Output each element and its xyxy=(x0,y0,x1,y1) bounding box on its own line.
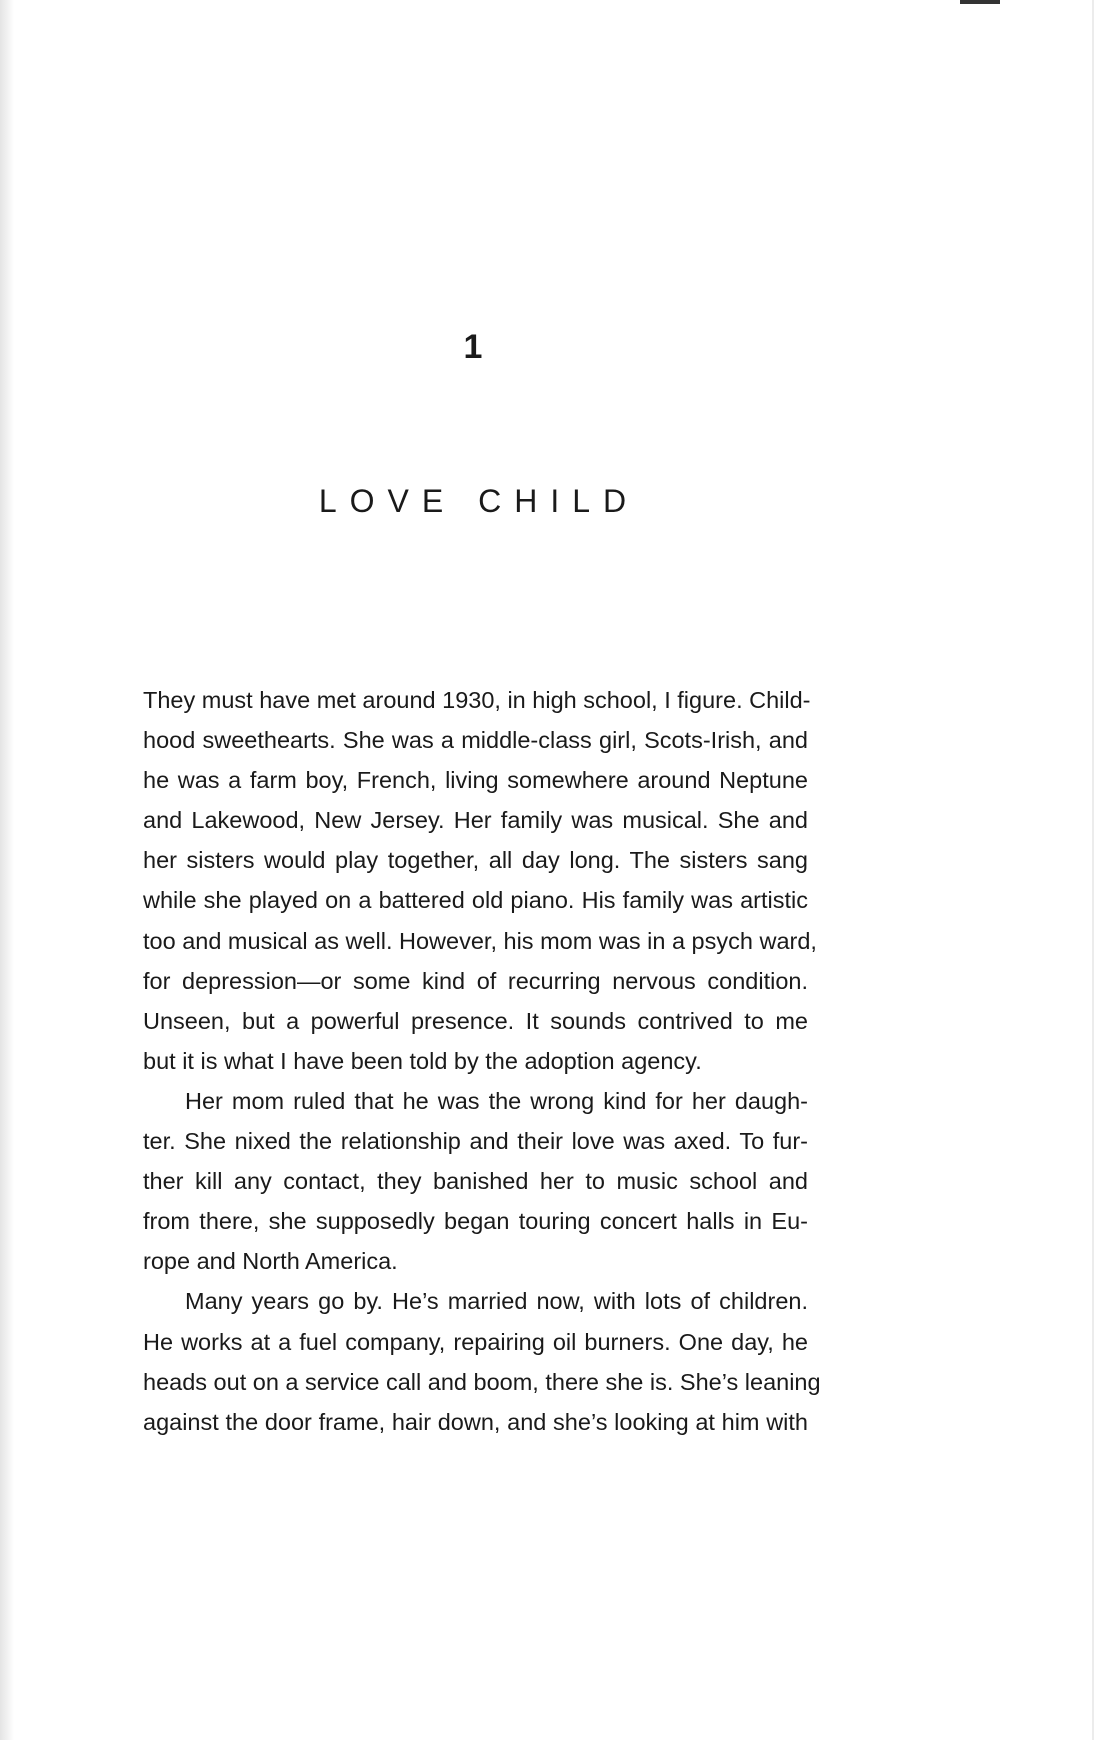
text-line: They must have met around 1930, in high school, I figure. Child- xyxy=(143,687,811,713)
chapter-number: 1 xyxy=(463,328,483,366)
text-line: from there, she supposedly began touring concert halls in Eu- xyxy=(143,1208,808,1235)
body-text xyxy=(143,680,821,1442)
text-line: heads out on a service call and boom, there she is. She’s leaning xyxy=(143,1368,821,1395)
text-line: and Lakewood, New Jersey. Her family was musical. She and xyxy=(143,807,808,834)
text-line: but it is what I have been told by the adoption agency. xyxy=(143,1047,702,1074)
text-line: hood sweethearts. She was a middle-class girl, Scots-Irish, and xyxy=(143,727,808,754)
text-line: Her mom ruled that he was the wrong kind for her daugh- xyxy=(185,1087,808,1114)
text-line: her sisters would play together, all day long. The sisters sang xyxy=(143,847,808,874)
scan-edge-line xyxy=(1092,0,1094,1740)
text-line: for depression—or some kind of recurring nervous condition. xyxy=(143,967,808,994)
text-line: ther kill any contact, they banished her to music school and xyxy=(143,1168,808,1195)
scan-edge-mark xyxy=(960,0,1000,4)
text-line: rope and North America. xyxy=(143,1248,398,1275)
scan-edge-shadow xyxy=(0,0,14,1740)
chapter-title: LOVE CHILD xyxy=(318,483,640,520)
text-line: while she played on a battered old piano. His family was artistic xyxy=(143,887,808,914)
text-line: against the door frame, hair down, and she’s looking at him with xyxy=(143,1408,808,1435)
text-line: he was a farm boy, French, living somewhere around Neptune xyxy=(143,767,808,794)
text-line: Unseen, but a powerful presence. It sounds contrived to me xyxy=(143,1007,808,1034)
text-line: ter. She nixed the relationship and their love was axed. To fur- xyxy=(143,1128,808,1155)
text-line: too and musical as well. However, his mom was in a psych ward, xyxy=(143,927,817,954)
text-line: He works at a fuel company, repairing oil burners. One day, he xyxy=(143,1328,808,1355)
text-line: Many years go by. He’s married now, with lots of children. xyxy=(185,1288,808,1315)
